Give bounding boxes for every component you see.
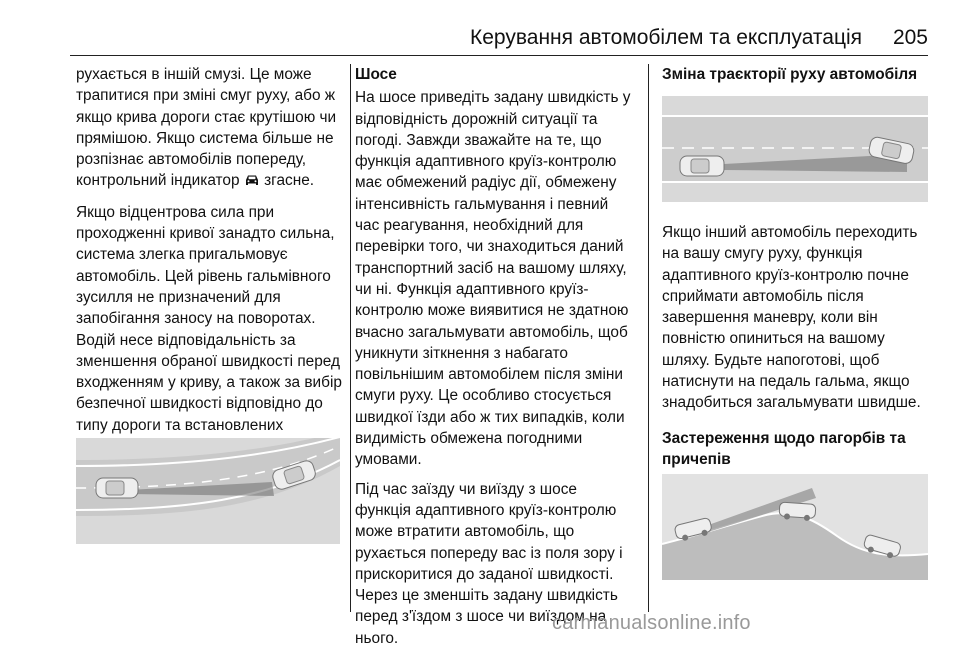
header-rule [70, 55, 928, 56]
paragraph: Якщо відцентрова сила при проходженні кривої занадто сильна, система злегка пригальмовує автомобіль. Цей рівень гальмівного зусилля не призначений для запобігання заносу на поворотах. Водій несе відповідальність за зменшення обраної швидкості перед входженням у криву, а також за вибір безпечної швидкості відповідно до типу дороги та встановлених [76, 203, 342, 434]
paragraph: Під час заїзду чи виїзду з шосе функція адаптивного круїз-контролю може втратити автомобіль, що рухається попереду вас із поля зору і прискоритися до заданої швидкості. Через це зменшіть задану швидкість перед з'їздом з шосе чи виїздом на нього. [355, 480, 623, 647]
section-heading: Застереження щодо пагорбів та причепів [662, 429, 906, 468]
column-divider [648, 64, 649, 612]
car-icon [680, 156, 724, 176]
car-icon [96, 478, 138, 498]
curve-road-figure [76, 438, 340, 544]
section-heading: Шосе [355, 66, 397, 83]
section-heading: Зміна траєкторії руху автомобіля [662, 66, 918, 83]
paragraph-text: рухається в іншій смузі. Це може трапитися при зміні смуг руху, або ж якщо крива дороги стає крутішою чи прямішою. Якщо система більше не розпізнає автомобілів попереду, контрольний індикатор [76, 66, 337, 190]
column-3-lower [662, 222, 930, 472]
paragraph-text: згасне. [264, 172, 315, 190]
column-2 [355, 64, 633, 657]
paragraph: На шосе приведіть задану швидкість у відповідність дорожній ситуації та погоді. Завжди зважайте на те, що функція адаптивного круїз-контролю має обмежений радіус дії, обмежену інтенсивність гальмування і певний час реагування, необхідний для перевірки того, чи знаходиться даний транспортний засіб на вашому шляху, чи ні. Функція адаптивного круїз-контролю може виявитися не здатною вчасно загальмувати автомобіль, щоб уникнути зіткнення з набагато повільнішим автомобілем після зміни смуги руху. Це особливо стосується швидкої їзди або ж тих випадків, коли видимість обмежена погодними умовами. [355, 89, 631, 469]
column-divider [350, 64, 351, 612]
page-header [470, 18, 928, 56]
paragraph [76, 64, 342, 194]
car-front-icon [244, 172, 260, 193]
hills-figure [662, 474, 928, 580]
page-title: Керування автомобілем та експлуатація [470, 26, 863, 49]
watermark: carmanualsonline.info [552, 612, 751, 634]
lane-change-figure [662, 96, 928, 202]
paragraph: Якщо інший автомобіль переходить на вашу смугу руху, функція адаптивного круїз-контролю почне сприймати автомобіль після завершення маневру, коли він повністю опиниться на вашому шляху. Будьте напоготові, щоб натиснути на педаль гальма, якщо знадобиться загальмувати швидше. [662, 224, 921, 412]
page-number: 205 [892, 26, 928, 49]
column-3 [662, 64, 930, 87]
column-1 [76, 64, 342, 465]
